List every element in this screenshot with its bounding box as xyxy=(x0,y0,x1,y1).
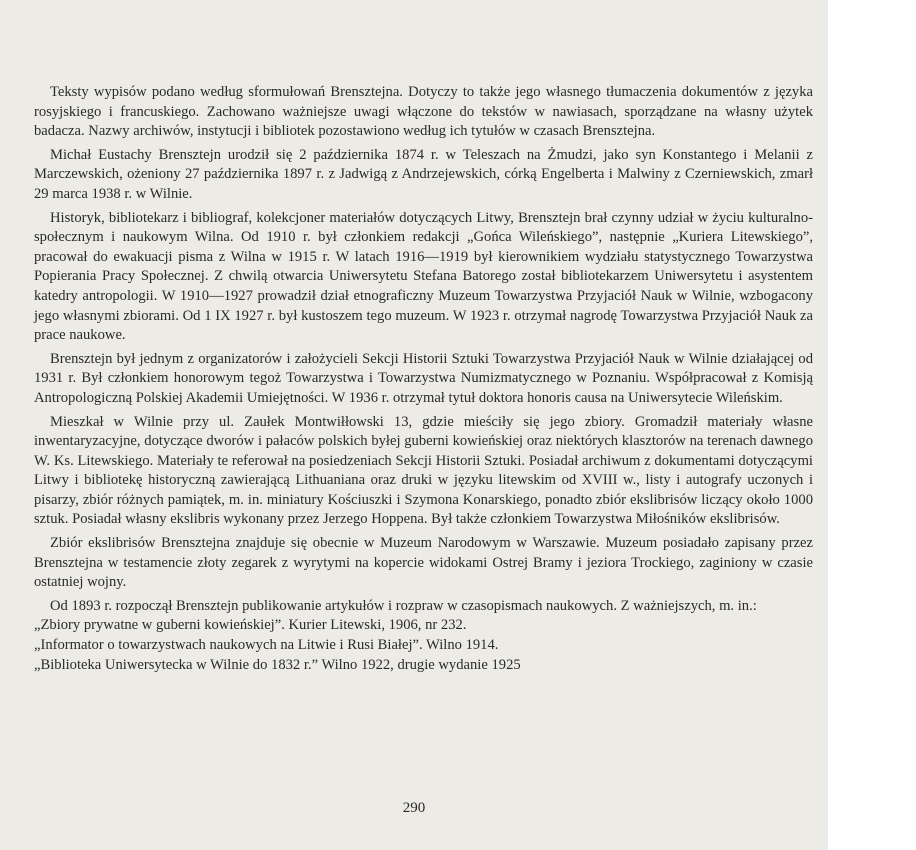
publication-item: „Biblioteka Uniwersytecka w Wilnie do 1832 r.” Wilno 1922, drugie wydanie 1925 xyxy=(34,656,521,673)
paragraph-biography: Michał Eustachy Brensztejn urodził się 2 października 1874 r. w Teleszach na Żmudzi, jako syn Konstantego i Melanii z Marczewskich, ożeniony 27 października 1897 r. z Jadwigą z Andrzejewskich, córką Engelberta i Malwiny z Czerniewskich, zmarł 29 marca 1938 r. w Wilnie. xyxy=(34,146,813,202)
paragraph-societies: Brensztejn był jednym z organizatorów i założycieli Sekcji Historii Sztuki Towarzystwa Przyjaciół Nauk w Wilnie działającej od 1931 r. Był członkiem honorowym tegoż Towarzystwa i Towarzystwa Numizmatycznego w Poznaniu. Współpracował z Komisją Antropologiczną Polskiej Akademii Umiejętności. W 1936 r. otrzymał tytuł doktora honoris causa na Uniwersytecie Wileńskim. xyxy=(34,350,813,406)
paragraph-sources: Teksty wypisów podano według sformułowań Brensztejna. Dotyczy to także jego własnego tłumaczenia dokumentów z języka rosyjskiego i francuskiego. Zachowano ważniejsze uwagi włączone do tekstów w nawiasach, sporządzane na własny użytek badacza. Nazwy archiwów, instytucji i bibliotek pozostawiono według ich tytułów w czasach Brensztejna. xyxy=(34,84,813,140)
paragraph-collections: Mieszkał w Wilnie przy ul. Zaułek Montwiłłowski 13, gdzie mieściły się jego zbiory. Gromadził materiały własne inwentaryzacyjne, dotyczące dworów i pałaców polskich byłej guberni kowieńskiej oraz niektórych klasztorów na terenach dawnego W. Ks. Litewskiego. Materiały te referował na posiedzeniach Sekcji Historii Sztuki. Posiadał archiwum z dokumentami dotyczącymi Litwy i bibliotekę historyczną zawierającą Lithuaniana oraz druki w języku litewskim od XVIII w., listy i autografy uczonych i pisarzy, zbiór różnych pamiątek, m. in. miniatury Kościuszki i Szymona Konarskiego, ponadto zbiór ekslibrisów liczący około 1000 sztuk. Posiadał własny ekslibris wykonany przez Jerzego Hoppena. Był także członkiem Towarzystwa Miłośników ekslibrisów. xyxy=(34,413,813,528)
page-number: 290 xyxy=(402,800,426,816)
main-text xyxy=(34,83,813,675)
paragraph-museum: Zbiór ekslibrisów Brensztejna znajduje się obecnie w Muzeum Narodowym w Warszawie. Muzeum posiadało zapisany przez Brensztejna w testamencie złoty zegarek z wyrytymi na kopercie widokami Ostrej Bramy i jeziora Trockiego, zaginiony w czasie ostatniej wojny. xyxy=(34,535,813,591)
publication-item: „Informator o towarzystwach naukowych na Litwie i Rusi Białej”. Wilno 1914. xyxy=(34,637,499,654)
paragraph-career: Historyk, bibliotekarz i bibliograf, kolekcjoner materiałów dotyczących Litwy, Brensztejn brał czynny udział w życiu kulturalno-społecznym i naukowym Wilna. Od 1910 r. był członkiem redakcji „Gońca Wileńskiego”, następnie „Kuriera Litewskiego”, pracował do ewakuacji pisma z Wilna w 1915 r. W latach 1916—1919 był kierownikiem wydziału statystycznego Towarzystwa Popierania Pracy Społecznej. Z chwilą otwarcia Uniwersytetu Stefana Batorego został bibliotekarzem Uniwersytetu i asystentem katedry antropologii. W 1910—1927 prowadził dział etnograficzny Muzeum Towarzystwa Przyjaciół Nauk w Wilnie, wzbogacony jego własnymi zbiorami. Od 1 IX 1927 r. był kustoszem tego muzeum. W 1923 r. otrzymał nagrodę Towarzystwa Przyjaciół Nauk za prace naukowe. xyxy=(34,209,813,344)
paragraph-publishing: Od 1893 r. rozpoczął Brensztejn publikowanie artykułów i rozpraw w czasopismach naukowych. Z ważniejszych, m. in.: xyxy=(50,597,757,614)
publication-item: „Zbiory prywatne w guberni kowieńskiej”. Kurier Litewski, 1906, nr 232. xyxy=(34,617,467,634)
